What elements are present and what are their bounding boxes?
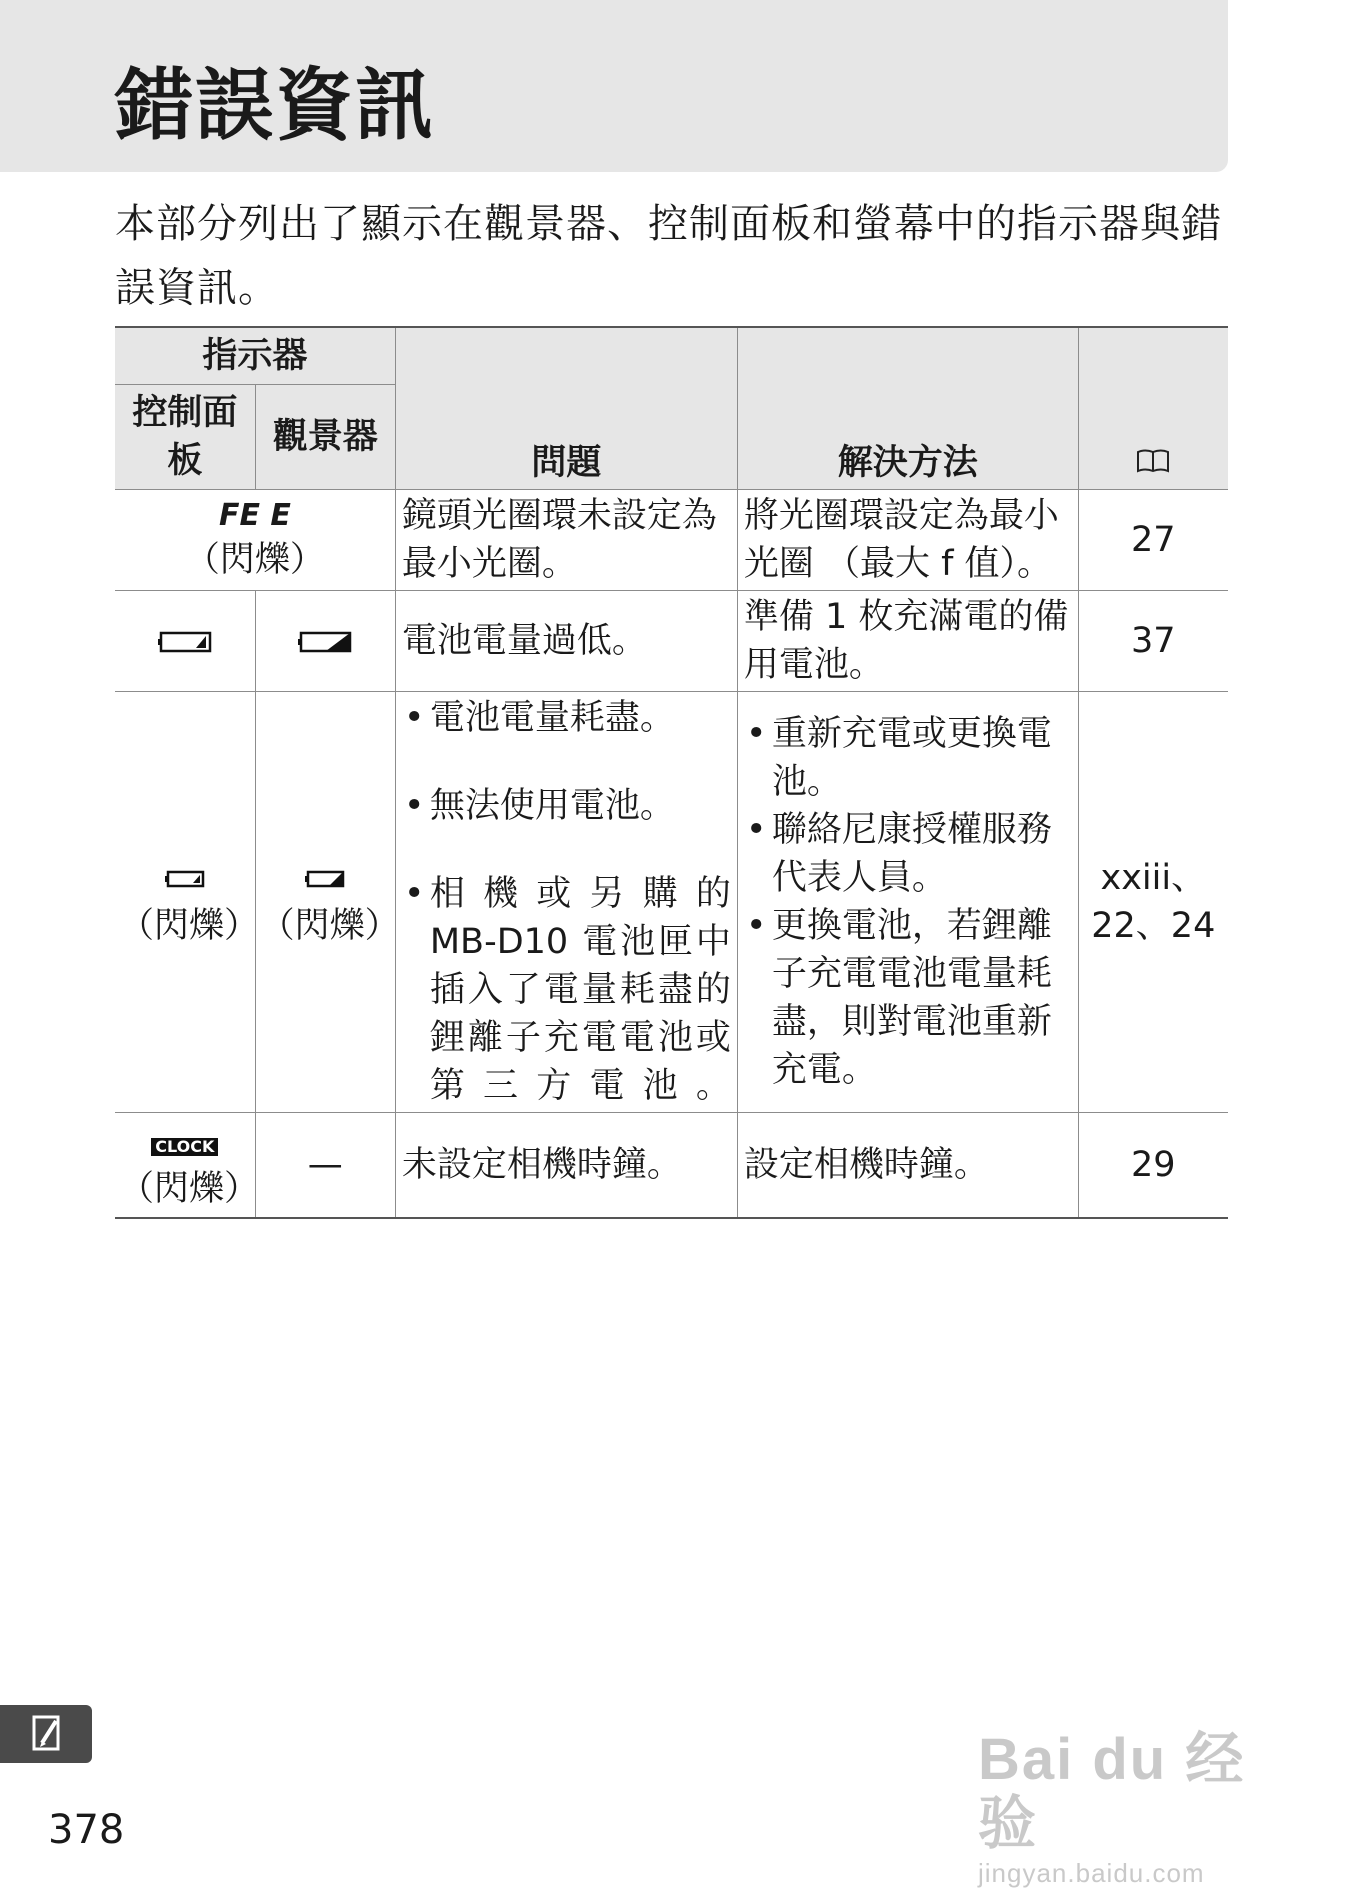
page-ref-cell: 29: [1078, 1113, 1228, 1219]
page-ref-cell: 37: [1078, 591, 1228, 692]
page-ref-line: xxiii、: [1100, 858, 1207, 898]
header-indicator: 指示器: [115, 327, 395, 385]
page-ref-cell: 27: [1078, 490, 1228, 591]
table-row: [115, 490, 1228, 591]
battery-empty-icon: [165, 870, 205, 888]
control-panel-cell: [115, 1113, 260, 1219]
header-row: [115, 327, 1228, 385]
battery-empty-icon: [305, 870, 345, 888]
blink-note: （閃爍）: [119, 1169, 260, 1209]
problem-cell: 鏡頭光圈環未設定為最小光圈。: [395, 490, 737, 591]
table-row: [115, 692, 1228, 1113]
problem-cell: 電池電量過低。: [395, 591, 737, 692]
list-item: • 重新充電或更換電池。: [744, 710, 1072, 806]
problem-cell: [395, 692, 737, 1113]
book-icon: [1136, 448, 1170, 474]
viewfinder-cell: —: [255, 1113, 395, 1219]
control-panel-cell: [115, 591, 255, 692]
viewfinder-cell: [255, 591, 395, 692]
solution-cell: 設定相機時鐘。: [737, 1113, 1078, 1219]
indicator-cell: [115, 490, 395, 591]
battery-low-icon: [298, 631, 352, 653]
intro-paragraph: 本部分列出了顯示在觀景器、控制面板和螢幕中的指示器與錯誤資訊。: [115, 201, 1222, 311]
battery-low-icon: [158, 631, 212, 653]
page-ref-cell: [1078, 692, 1228, 1113]
page-ref-line: 22、24: [1091, 906, 1216, 946]
solution-cell: 準備 1 枚充滿電的備用電池。: [737, 591, 1078, 692]
watermark-logo: Bai du 经验: [978, 1727, 1246, 1856]
header-viewfinder: 觀景器: [255, 385, 395, 490]
problem-cell: 未設定相機時鐘。: [395, 1113, 737, 1219]
watermark: [978, 1727, 1298, 1888]
table-row: [115, 591, 1228, 692]
list-item: • 相 機 或 另 購 的 MB-D10 電池匣中插入了電量耗盡的鋰離子充電電池或第三方電池。: [402, 870, 731, 1110]
blink-note: （閃爍）: [259, 906, 400, 946]
pencil-note-icon: [0, 1705, 92, 1763]
fee-indicator-symbol: FE E: [218, 498, 291, 533]
header-problem: 問題: [395, 327, 737, 490]
section-tab: [0, 1705, 92, 1763]
header-solution: 解決方法: [737, 327, 1078, 490]
viewfinder-cell: [255, 692, 400, 1113]
header-control-panel: 控制面板: [115, 385, 255, 490]
header-page-ref: [1078, 327, 1228, 490]
problem-list: [402, 694, 731, 1110]
solution-cell: 將光圈環設定為最小光圈 （最大 f 值）。: [737, 490, 1078, 591]
list-item: • 聯絡尼康授權服務代表人員。: [744, 806, 1072, 902]
page-number: 378: [48, 1807, 125, 1853]
solution-list: [744, 710, 1072, 1094]
solution-cell: [737, 692, 1078, 1113]
list-item: • 更換電池，若鋰離子充電電池電量耗盡，則對電池重新充電。: [744, 902, 1072, 1094]
watermark-url: jingyan.baidu.com: [978, 1858, 1205, 1888]
page-title: 錯誤資訊: [115, 61, 436, 151]
blink-note: （閃爍）: [184, 540, 325, 580]
error-table: [115, 326, 1228, 1219]
list-item: • 電池電量耗盡。: [402, 694, 731, 742]
clock-indicator: CLOCK: [151, 1138, 218, 1156]
control-panel-cell: [115, 692, 260, 1113]
blink-note: （閃爍）: [119, 906, 260, 946]
table-row: [115, 1113, 1228, 1219]
list-item: • 無法使用電池。: [402, 782, 731, 830]
